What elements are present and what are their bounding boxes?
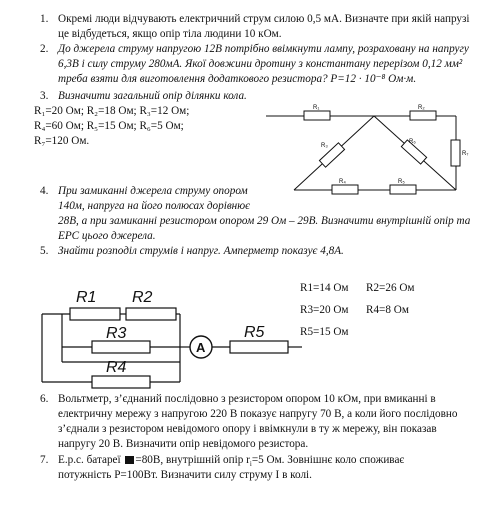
problem-7-number: 7. xyxy=(40,454,49,466)
problem-1-line-2: це відбудеться, якщо опір тіла людини 10 кОм. xyxy=(58,28,282,40)
problem-2-line-2: 6,3В і силу струму 280мА. Якої довжини дротину з константану перерізом 0,12 мм² xyxy=(58,58,463,70)
problem-6-line-1: Вольтметр, з’єднаний послідовно з резистором опором 10 кОм, при вмиканні в xyxy=(58,393,436,405)
circuit-diagram-problem-5 xyxy=(18,282,308,394)
problem-6-line-2: електричну мережу з напругою 220 В показує напругу 70 В, а коли його послідовно xyxy=(58,408,458,420)
problem-2-line-1: До джерела струму напругою 12В потрібно ввімкнути лампу, розраховану на напругу xyxy=(58,43,469,55)
problem-5-value-r4: R4=8 Ом xyxy=(366,304,409,316)
circuit-label-r1: R1 xyxy=(76,289,97,306)
problem-7-line-1-part-a: Е.р.с. батареї xyxy=(58,454,121,466)
problem-2-number: 2. xyxy=(40,43,49,55)
problem-5-value-r1: R1=14 Ом xyxy=(300,282,349,294)
problem-4-number: 4. xyxy=(40,185,49,197)
label-r1: R₁ xyxy=(313,105,320,111)
problem-5-value-r3: R3=20 Ом xyxy=(300,304,349,316)
circuit-diagram-problem-3 xyxy=(262,100,472,200)
label-r3: R₃ xyxy=(321,143,328,149)
problem-5-value-r5: R5=15 Ом xyxy=(300,326,349,338)
problem-1-line-1: Окремі люди відчувають електричний струм силою 0,5 мА. Визначте при якій напрузі xyxy=(58,13,470,25)
problem-6-line-4: напругу 20 В. Визначити опір невідомого резистора. xyxy=(58,438,309,450)
problem-3-values-3: R₇=120 Ом. xyxy=(34,135,90,147)
problem-2-line-3: треба взяти для виготовлення додаткового резистора? Р=12 · 10⁻⁸ Ом·м. xyxy=(58,73,417,85)
ammeter-label: A xyxy=(196,340,206,355)
problem-5-line-1: Знайти розподіл струмів і напруг. Амперметр показує 4,8А. xyxy=(58,245,344,257)
problem-7-line-1-part-b: =80В, внутрішній опір r xyxy=(135,454,250,466)
circuit-label-r4: R4 xyxy=(106,359,127,376)
label-r4: R₄ xyxy=(339,179,346,185)
problem-6-line-3: з’єднали з резистором невідомого опору і ввімкнули в ту ж мережу, він показав xyxy=(58,423,437,435)
label-r2: R₂ xyxy=(418,105,425,111)
problem-7-line-1-part-c: =5 Ом. Зовнішнє коло споживає xyxy=(251,454,405,466)
problem-3-number: 3. xyxy=(40,90,49,102)
circuit-label-r3: R3 xyxy=(106,325,127,342)
battery-icon xyxy=(125,456,134,464)
problem-4-line-2: 140м, напруга на його полюсах дорівнює xyxy=(58,200,250,212)
problem-4-line-4: ЕРС цього джерела. xyxy=(58,230,156,242)
problem-4-line-3: 28В, а при замиканні резистором опором 29 Ом – 29В. Визначити внутрішній опір та xyxy=(58,215,471,227)
circuit-label-r5: R5 xyxy=(244,324,265,341)
problem-7-subscript: i xyxy=(249,460,252,469)
problem-3-values-1: R₁=20 Ом; R₂=18 Ом; R₃=12 Ом; xyxy=(34,105,190,117)
problem-5-value-r2: R2=26 Ом xyxy=(366,282,415,294)
circuit-label-r2: R2 xyxy=(132,289,153,306)
problem-6-number: 6. xyxy=(40,393,49,405)
problem-3-line-1: Визначити загальний опір ділянки кола. xyxy=(58,90,247,102)
problem-5-number: 5. xyxy=(40,245,49,257)
problem-1-number: 1. xyxy=(40,13,49,25)
label-r5: R₅ xyxy=(398,179,405,185)
problem-3-values-2: R₄=60 Ом; R₅=15 Ом; R₆=5 Ом; xyxy=(34,120,184,132)
problem-7-line-2: потужність Р=100Вт. Визначити силу струму І в колі. xyxy=(58,469,312,481)
label-r6: R₆ xyxy=(409,139,416,145)
problem-4-line-1: При замиканні джерела струму опором xyxy=(58,185,248,197)
label-r7: R₇ xyxy=(462,151,469,157)
